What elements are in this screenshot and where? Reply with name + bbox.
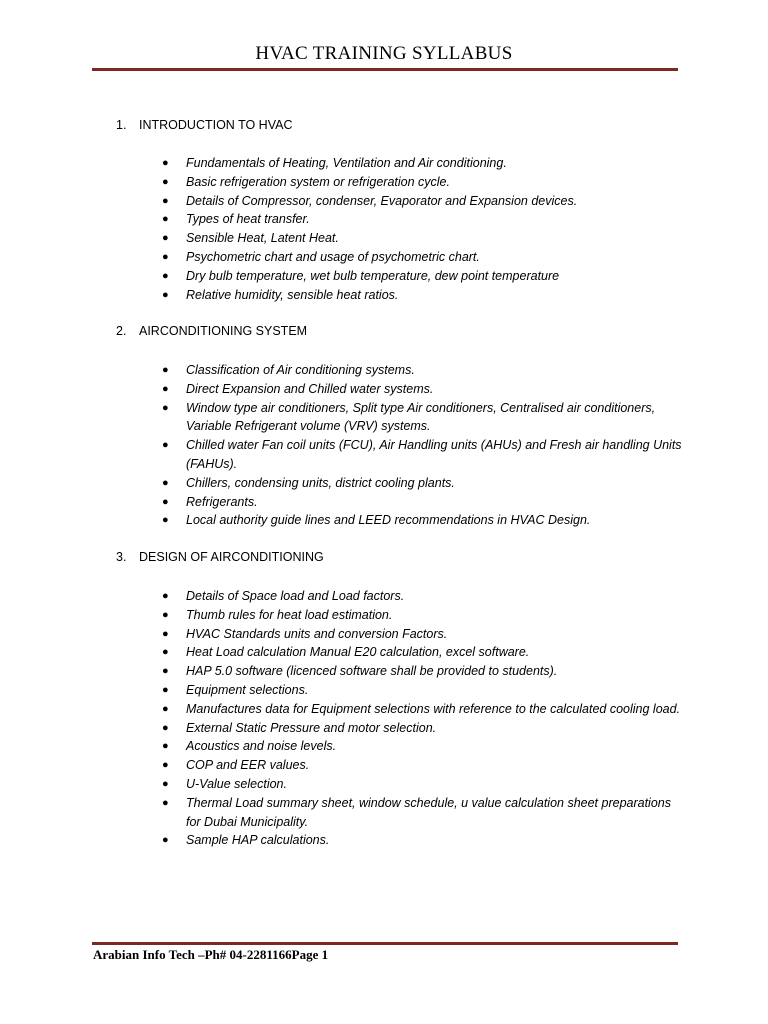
section-heading [116,550,324,564]
section-items [0,154,686,304]
bullet-icon: ● [162,514,169,527]
footer-rule [92,942,678,945]
list-item: ● Local authority guide lines and LEED recommendations in HVAC Design. [0,511,686,530]
list-item: ● Details of Space load and Load factors. [0,587,686,606]
section-items [0,361,686,530]
bullet-icon: ● [162,608,169,621]
list-item: ● Basic refrigeration system or refrigeration cycle. [0,173,686,192]
bullet-icon: ● [162,683,169,696]
bullet-icon: ● [162,627,169,640]
section-items [0,587,686,850]
section-title: AIRCONDITIONING SYSTEM [139,324,308,338]
list-item: ● Refrigerants. [0,493,686,512]
list-item: ● Direct Expansion and Chilled water systems. [0,380,686,399]
list-item: ● Details of Compressor, condenser, Evaporator and Expansion devices. [0,192,686,211]
bullet-icon: ● [162,288,169,301]
bullet-icon: ● [162,250,169,263]
list-item: ● Thumb rules for heat load estimation. [0,606,686,625]
list-item: ● Sample HAP calculations. [0,831,686,850]
list-item: ● Chilled water Fan coil units (FCU), Air Handling units (AHUs) and Fresh air handling Units (FAHUs). [162,438,682,471]
section-heading [116,118,292,132]
bullet-icon: ● [162,364,169,376]
bullet-icon: ● [162,439,169,452]
header-rule [92,68,678,71]
bullet-icon: ● [162,777,169,790]
bullet-icon: ● [162,401,169,414]
bullet-icon: ● [162,232,169,245]
list-item: ● Thermal Load summary sheet, window schedule, u value calculation sheet preparations for Dubai Municipality. [162,795,671,829]
section-title: INTRODUCTION TO HVAC [139,118,293,132]
section-heading [116,324,307,338]
list-item: ● Fundamentals of Heating, Ventilation and Air conditioning. [0,154,686,173]
list-item: ● Sensible Heat, Latent Heat. [0,229,686,248]
list-item: ● External Static Pressure and motor selection. [0,719,686,738]
bullet-icon: ● [162,702,169,715]
list-item: ● U-Value selection. [0,775,686,794]
bullet-icon: ● [162,590,169,602]
bullet-icon: ● [162,157,169,169]
page-title: HVAC TRAINING SYLLABUS [255,43,513,64]
list-item: ● Manufactures data for Equipment selections with reference to the calculated cooling load. [0,700,686,719]
list-item: ● Psychometric chart and usage of psychometric chart. [0,248,686,267]
bullet-icon: ● [162,194,169,207]
list-item: ● Equipment selections. [0,681,686,700]
bullet-icon: ● [162,721,169,734]
list-item: ● Types of heat transfer. [0,210,686,229]
list-item: ● Heat Load calculation Manual E20 calculation, excel software. [0,643,686,662]
bullet-icon: ● [162,476,169,489]
section-number: 2. [116,324,127,338]
bullet-icon: ● [162,834,169,847]
list-item: ● Dry bulb temperature, wet bulb temperature, dew point temperature [0,267,686,286]
list-item: ● Classification of Air conditioning systems. [0,361,686,380]
page-footer: Arabian Info Tech –Ph# 04-2281166Page 1 [93,947,329,962]
bullet-icon: ● [162,796,169,809]
section-number: 1. [116,118,127,132]
section-number: 3. [116,550,127,564]
bullet-icon: ● [162,213,169,226]
list-item: ● Chillers, condensing units, district cooling plants. [0,474,686,493]
list-item: ● Relative humidity, sensible heat ratios. [0,286,686,305]
bullet-icon: ● [162,382,169,395]
list-item: ● HAP 5.0 software (licenced software shall be provided to students). [0,662,686,681]
list-item: ● HVAC Standards units and conversion Factors. [0,625,686,644]
bullet-icon: ● [162,740,169,753]
list-item: ● Window type air conditioners, Split type Air conditioners, Centralised air conditioners, Variable Refrigerant volume (VRV) systems. [162,400,656,434]
section-title: DESIGN OF AIRCONDITIONING [139,550,324,564]
bullet-icon: ● [162,495,169,508]
bullet-icon: ● [162,665,169,678]
list-item: ● COP and EER values. [0,756,686,775]
bullet-icon: ● [162,646,169,659]
bullet-icon: ● [162,269,169,282]
bullet-icon: ● [162,759,169,772]
list-item: ● Acoustics and noise levels. [0,737,686,756]
bullet-icon: ● [162,175,169,188]
